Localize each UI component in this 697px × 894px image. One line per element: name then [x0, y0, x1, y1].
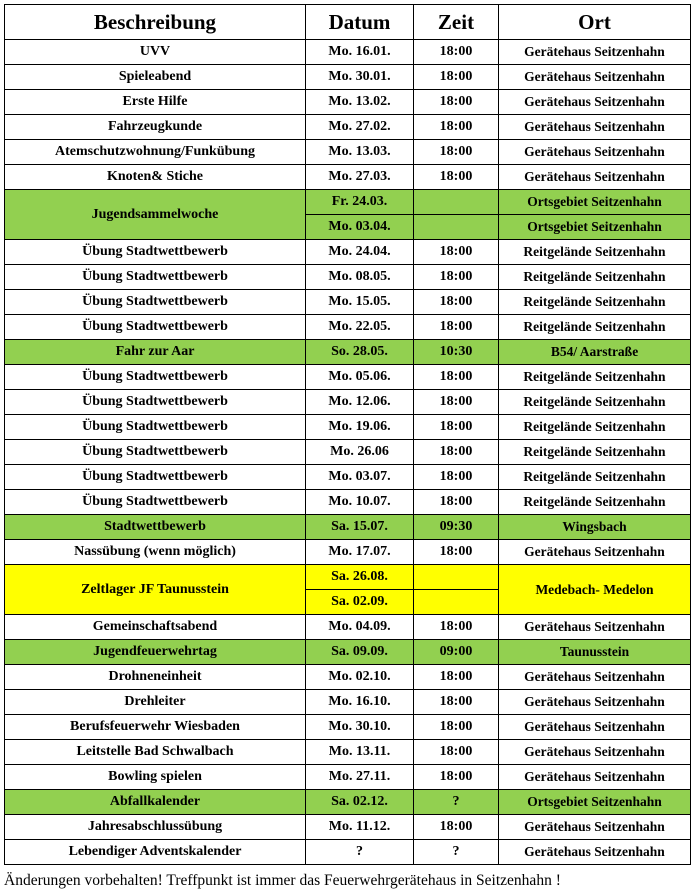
date-cell: Sa. 26.08.	[306, 565, 414, 590]
table-row	[5, 90, 691, 115]
time-cell: 18:00	[414, 40, 499, 65]
time-cell: 18:00	[414, 440, 499, 465]
table-row	[5, 665, 691, 690]
description-cell: Erste Hilfe	[5, 90, 306, 115]
date-cell: Mo. 10.07.	[306, 490, 414, 515]
time-cell: 09:30	[414, 515, 499, 540]
time-cell: 18:00	[414, 315, 499, 340]
time-cell	[414, 215, 499, 240]
description-cell: Knoten& Stiche	[5, 165, 306, 190]
table-row	[5, 565, 691, 590]
time-cell: 18:00	[414, 290, 499, 315]
description-cell: Lebendiger Adventskalender	[5, 840, 306, 865]
description-cell: Bowling spielen	[5, 765, 306, 790]
date-cell: Sa. 09.09.	[306, 640, 414, 665]
table-row	[5, 615, 691, 640]
table-row	[5, 265, 691, 290]
column-header-location: Ort	[499, 5, 691, 40]
table-row	[5, 340, 691, 365]
date-cell: Mo. 03.07.	[306, 465, 414, 490]
location-cell: Wingsbach	[499, 515, 691, 540]
description-cell: Übung Stadtwettbewerb	[5, 290, 306, 315]
time-cell: 18:00	[414, 165, 499, 190]
description-cell: Jugendsammelwoche	[5, 190, 306, 240]
table-row	[5, 115, 691, 140]
description-cell: Übung Stadtwettbewerb	[5, 440, 306, 465]
location-cell: Gerätehaus Seitzenhahn	[499, 765, 691, 790]
description-cell: Jugendfeuerwehrtag	[5, 640, 306, 665]
location-cell: Gerätehaus Seitzenhahn	[499, 115, 691, 140]
table-row	[5, 390, 691, 415]
description-cell: Atemschutzwohnung/Funkübung	[5, 140, 306, 165]
table-row	[5, 740, 691, 765]
time-cell: 18:00	[414, 740, 499, 765]
time-cell: 18:00	[414, 765, 499, 790]
table-row	[5, 415, 691, 440]
date-cell: Mo. 27.02.	[306, 115, 414, 140]
date-cell: Mo. 05.06.	[306, 365, 414, 390]
time-cell: 18:00	[414, 540, 499, 565]
time-cell: 18:00	[414, 115, 499, 140]
schedule-table	[4, 4, 691, 865]
description-cell: Übung Stadtwettbewerb	[5, 465, 306, 490]
description-cell: Übung Stadtwettbewerb	[5, 315, 306, 340]
date-cell: Mo. 30.10.	[306, 715, 414, 740]
description-cell: Abfallkalender	[5, 790, 306, 815]
date-cell: Fr. 24.03.	[306, 190, 414, 215]
location-cell: Gerätehaus Seitzenhahn	[499, 90, 691, 115]
description-cell: Berufsfeuerwehr Wiesbaden	[5, 715, 306, 740]
date-cell: Mo. 27.03.	[306, 165, 414, 190]
table-row	[5, 190, 691, 215]
location-cell: Ortsgebiet Seitzenhahn	[499, 790, 691, 815]
date-cell: Mo. 26.06	[306, 440, 414, 465]
date-cell: Mo. 16.01.	[306, 40, 414, 65]
location-cell: Reitgelände Seitzenhahn	[499, 415, 691, 440]
time-cell: 18:00	[414, 615, 499, 640]
location-cell: Reitgelände Seitzenhahn	[499, 365, 691, 390]
date-cell: ?	[306, 840, 414, 865]
date-cell: Mo. 22.05.	[306, 315, 414, 340]
table-row	[5, 790, 691, 815]
location-cell: Gerätehaus Seitzenhahn	[499, 140, 691, 165]
date-cell: Mo. 03.04.	[306, 215, 414, 240]
time-cell: 18:00	[414, 465, 499, 490]
location-cell: Gerätehaus Seitzenhahn	[499, 540, 691, 565]
description-cell: Drehleiter	[5, 690, 306, 715]
location-cell: Reitgelände Seitzenhahn	[499, 490, 691, 515]
location-cell: Ortsgebiet Seitzenhahn	[499, 190, 691, 215]
location-cell: Gerätehaus Seitzenhahn	[499, 815, 691, 840]
column-header-date: Datum	[306, 5, 414, 40]
location-cell: Reitgelände Seitzenhahn	[499, 465, 691, 490]
location-cell: Gerätehaus Seitzenhahn	[499, 690, 691, 715]
table-row	[5, 765, 691, 790]
time-cell: 18:00	[414, 140, 499, 165]
time-cell: 18:00	[414, 365, 499, 390]
location-cell: Reitgelände Seitzenhahn	[499, 315, 691, 340]
location-cell: Reitgelände Seitzenhahn	[499, 390, 691, 415]
table-row	[5, 40, 691, 65]
location-cell: Gerätehaus Seitzenhahn	[499, 740, 691, 765]
date-cell: Mo. 30.01.	[306, 65, 414, 90]
table-row	[5, 240, 691, 265]
description-cell: Gemeinschaftsabend	[5, 615, 306, 640]
description-cell: Übung Stadtwettbewerb	[5, 365, 306, 390]
table-row	[5, 465, 691, 490]
time-cell: 18:00	[414, 415, 499, 440]
location-cell: Ortsgebiet Seitzenhahn	[499, 215, 691, 240]
date-cell: Mo. 27.11.	[306, 765, 414, 790]
description-cell: Übung Stadtwettbewerb	[5, 240, 306, 265]
time-cell: 18:00	[414, 390, 499, 415]
date-cell: Mo. 02.10.	[306, 665, 414, 690]
table-row	[5, 65, 691, 90]
location-cell: Medebach- Medelon	[499, 565, 691, 615]
date-cell: Mo. 04.09.	[306, 615, 414, 640]
date-cell: Mo. 17.07.	[306, 540, 414, 565]
date-cell: Mo. 11.12.	[306, 815, 414, 840]
time-cell: 18:00	[414, 240, 499, 265]
description-cell: Leitstelle Bad Schwalbach	[5, 740, 306, 765]
date-cell: Mo. 24.04.	[306, 240, 414, 265]
time-cell: 10:30	[414, 340, 499, 365]
date-cell: Mo. 08.05.	[306, 265, 414, 290]
location-cell: Reitgelände Seitzenhahn	[499, 290, 691, 315]
location-cell: Gerätehaus Seitzenhahn	[499, 165, 691, 190]
time-cell	[414, 590, 499, 615]
time-cell	[414, 190, 499, 215]
table-row	[5, 165, 691, 190]
description-cell: Fahr zur Aar	[5, 340, 306, 365]
time-cell: 18:00	[414, 490, 499, 515]
table-row	[5, 640, 691, 665]
location-cell: Gerätehaus Seitzenhahn	[499, 665, 691, 690]
time-cell: 18:00	[414, 715, 499, 740]
time-cell	[414, 565, 499, 590]
date-cell: Mo. 13.02.	[306, 90, 414, 115]
description-cell: Stadtwettbewerb	[5, 515, 306, 540]
date-cell: Sa. 02.09.	[306, 590, 414, 615]
table-row	[5, 690, 691, 715]
location-cell: B54/ Aarstraße	[499, 340, 691, 365]
location-cell: Reitgelände Seitzenhahn	[499, 265, 691, 290]
header-row	[5, 5, 691, 40]
description-cell: Übung Stadtwettbewerb	[5, 415, 306, 440]
date-cell: Mo. 13.11.	[306, 740, 414, 765]
column-header-description: Beschreibung	[5, 5, 306, 40]
table-row	[5, 490, 691, 515]
time-cell: 18:00	[414, 815, 499, 840]
description-cell: UVV	[5, 40, 306, 65]
table-row	[5, 840, 691, 865]
date-cell: Sa. 02.12.	[306, 790, 414, 815]
location-cell: Reitgelände Seitzenhahn	[499, 440, 691, 465]
description-cell: Nassübung (wenn möglich)	[5, 540, 306, 565]
location-cell: Gerätehaus Seitzenhahn	[499, 715, 691, 740]
date-cell: So. 28.05.	[306, 340, 414, 365]
table-row	[5, 140, 691, 165]
table-row	[5, 440, 691, 465]
description-cell: Spieleabend	[5, 65, 306, 90]
table-row	[5, 365, 691, 390]
table-row	[5, 315, 691, 340]
time-cell: 18:00	[414, 90, 499, 115]
location-cell: Reitgelände Seitzenhahn	[499, 240, 691, 265]
date-cell: Mo. 16.10.	[306, 690, 414, 715]
description-cell: Übung Stadtwettbewerb	[5, 390, 306, 415]
time-cell: 18:00	[414, 690, 499, 715]
description-cell: Übung Stadtwettbewerb	[5, 490, 306, 515]
description-cell: Fahrzeugkunde	[5, 115, 306, 140]
description-cell: Übung Stadtwettbewerb	[5, 265, 306, 290]
description-cell: Jahresabschlussübung	[5, 815, 306, 840]
date-cell: Mo. 13.03.	[306, 140, 414, 165]
table-row	[5, 715, 691, 740]
location-cell: Gerätehaus Seitzenhahn	[499, 65, 691, 90]
table-body	[5, 40, 691, 865]
table-row	[5, 540, 691, 565]
time-cell: 18:00	[414, 665, 499, 690]
time-cell: 09:00	[414, 640, 499, 665]
location-cell: Taunusstein	[499, 640, 691, 665]
location-cell: Gerätehaus Seitzenhahn	[499, 40, 691, 65]
column-header-time: Zeit	[414, 5, 499, 40]
description-cell: Zeltlager JF Taunusstein	[5, 565, 306, 615]
time-cell: 18:00	[414, 65, 499, 90]
time-cell: ?	[414, 790, 499, 815]
description-cell: Drohneneinheit	[5, 665, 306, 690]
table-header	[5, 5, 691, 40]
time-cell: 18:00	[414, 265, 499, 290]
date-cell: Mo. 15.05.	[306, 290, 414, 315]
date-cell: Mo. 19.06.	[306, 415, 414, 440]
table-row	[5, 815, 691, 840]
time-cell: ?	[414, 840, 499, 865]
location-cell: Gerätehaus Seitzenhahn	[499, 615, 691, 640]
date-cell: Sa. 15.07.	[306, 515, 414, 540]
date-cell: Mo. 12.06.	[306, 390, 414, 415]
table-row	[5, 290, 691, 315]
table-row	[5, 515, 691, 540]
footer-note: Änderungen vorbehalten! Treffpunkt ist immer das Feuerwehrgerätehaus in Seitzenhahn !	[4, 872, 561, 889]
location-cell: Gerätehaus Seitzenhahn	[499, 840, 691, 865]
